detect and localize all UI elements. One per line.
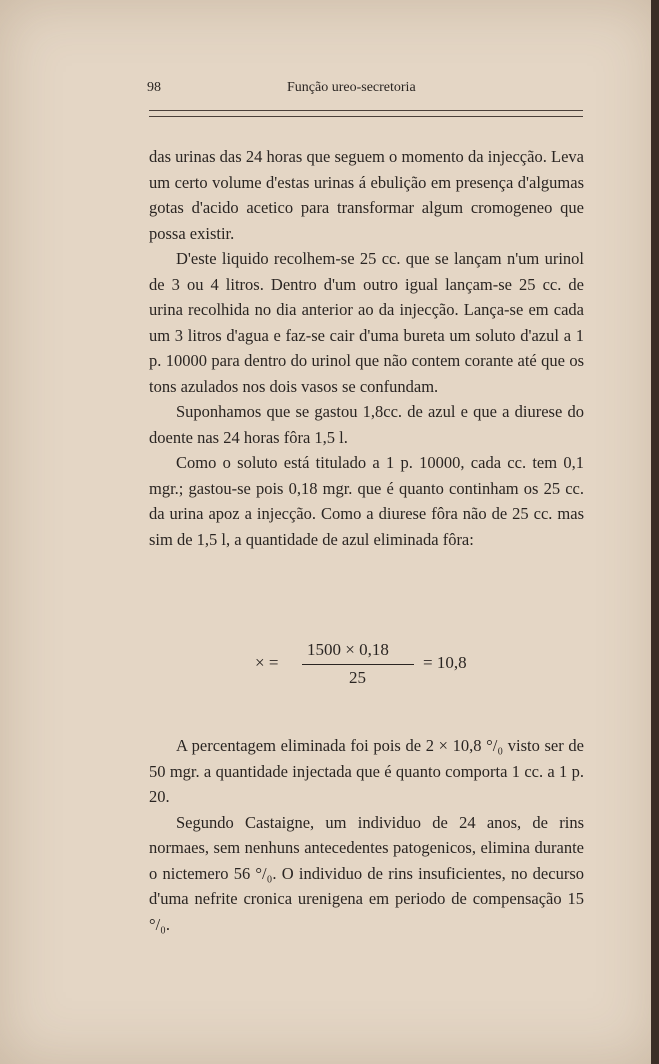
formula bbox=[255, 640, 515, 690]
body-text-lower bbox=[149, 733, 584, 937]
formula-numerator: 1500 × 0,18 bbox=[307, 640, 389, 659]
body-text-upper bbox=[149, 144, 584, 552]
header-rule-bottom bbox=[149, 116, 583, 117]
page-edge-shadow bbox=[651, 0, 659, 1064]
formula-denominator: 25 bbox=[349, 668, 366, 687]
formula-lhs: × = bbox=[255, 653, 279, 672]
paragraph: D'este liquido recolhem-se 25 cc. que se lançam n'um urinol de 3 ou 4 litros. Dentro d'um outro igual lançam-se 25 cc. de urina recolhida no dia anterior ao da injecção. Lança-se em cada um 3 litros d'agua e faz-se cair d'uma bureta um soluto d'azul a 1 p. 10000 para dentro do urinol que não contem corante até que os tons azulados nos dois vasos se confundam. bbox=[149, 249, 584, 396]
header-rule-top bbox=[149, 110, 583, 111]
fraction-bar bbox=[302, 664, 414, 665]
paragraph: das urinas das 24 horas que seguem o momento da injecção. Leva um certo volume d'estas urinas á ebulição em presença d'algumas gotas d'acido acetico para transformar algum cromogeneo que possa existir. bbox=[149, 147, 584, 243]
paragraph: Segundo Castaigne, um individuo de 24 anos, de rins normaes, sem nenhuns antecedentes patogenicos, elimina durante o nictemero 56 °/₀. O individuo de rins insuficientes, no decurso d'uma nefrite cronica urenigena em periodo de compensação 15 °/₀. bbox=[149, 812, 584, 934]
running-title: Função ureo-secretoria bbox=[287, 80, 416, 95]
formula-rhs: = 10,8 bbox=[423, 653, 467, 672]
paragraph: A percentagem eliminada foi pois de 2 × 10,8 °/₀ visto ser de 50 mgr. a quantidade injectada que é quanto comporta 1 cc. a 1 p. 20. bbox=[149, 736, 584, 806]
page-header bbox=[147, 80, 583, 100]
paragraph: Suponhamos que se gastou 1,8cc. de azul e que a diurese do doente nas 24 horas fôra 1,5 l. bbox=[149, 402, 584, 447]
page-number: 98 bbox=[147, 80, 161, 95]
paragraph: Como o soluto está titulado a 1 p. 10000, cada cc. tem 0,1 mgr.; gastou-se pois 0,18 mgr. que é quanto continham os 25 cc. da urina apoz a injecção. Como a diurese fôra não de 25 cc. mas sim de 1,5 l, a quantidade de azul eliminada fôra: bbox=[149, 453, 584, 549]
